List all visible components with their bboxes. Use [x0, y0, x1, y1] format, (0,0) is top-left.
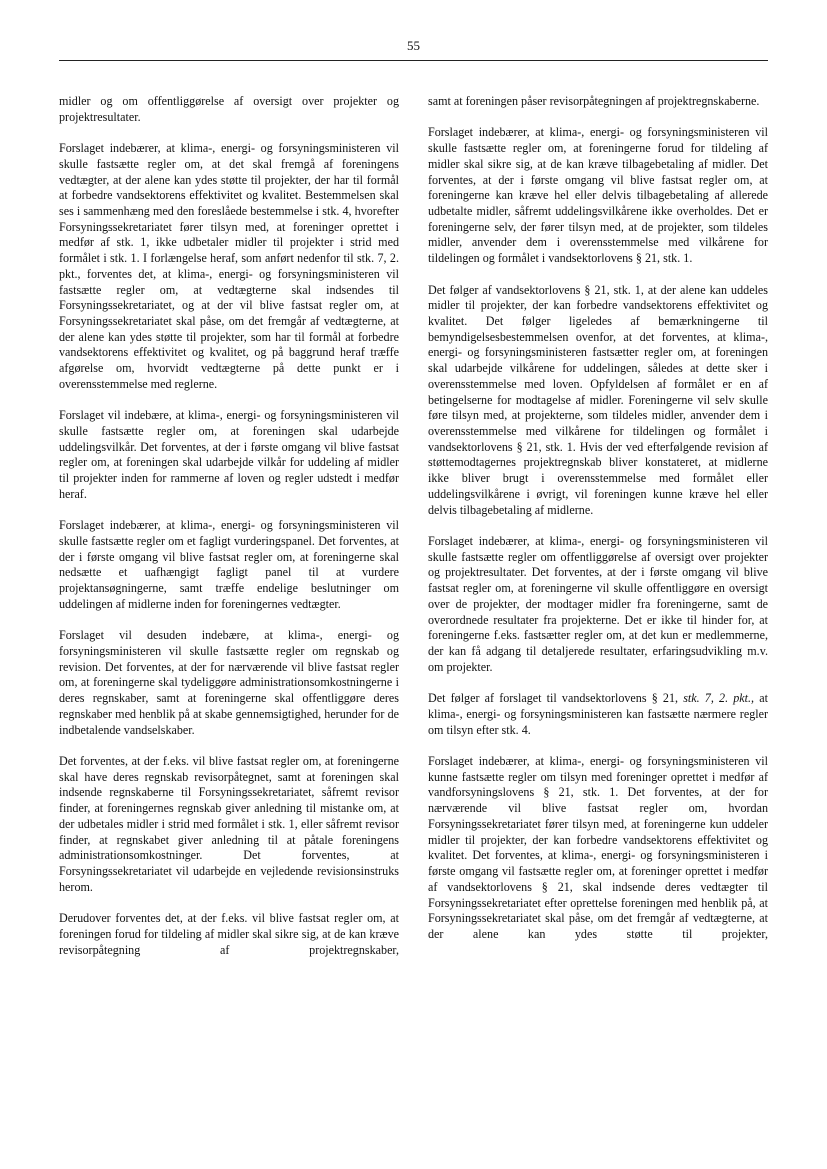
paragraph: samt at foreningen påser revisorpåtegningen af projektregnskaberne.: [428, 94, 760, 108]
paragraph-with-emphasis: [428, 691, 768, 738]
paragraph: Forslaget indebærer, at klima-, energi- og forsyningsministeren vil kunne fastsætte regler om tilsyn med foreninger oprettet i medfør af vandforsyningslovens § 21, stk. 1. Det forventes, at der for nærværende vil blive fastsat regler om, hvordan Forsyningssekretariatet fører tilsyn med, at foreningerne kun uddeler midler til projekter, der kan forbedre vandsektorens effektivitet og kvalitet. Det forventes, at klima-, energi- og forsyningsministeren i første omgang vil fastsætte regler om, at foreninger oprettet i medfør af vandsektorlovens § 21, skal indsende deres vedtægter til Forsyningssekretariatet efter oprettelse foreningen med henblik på, at Forsyningssekretariatet skal påse, om det fremgår af vedtægterne, at der alene kan ydes støtte til projekter,: [428, 754, 768, 941]
paragraph: Forslaget indebærer, at klima-, energi- og forsyningsministeren vil skulle fastsætte regler om, at foreningerne forud for tildeling af midler skal sikre sig, at de kan kræve tilbagebetaling af midler. Det forventes, at der i første omgang vil blive fastsat regler om, at foreningerne kan kræve hel eller delvis tilbagebetaling af allerede udbetalte midler, såfremt uddelingsvilkårene ikke overholdes. Det er foreningerne selv, der fører tilsyn med, at de projekter, som tildeles midler, anvender dem i overensstemmelse med vilkårene for tildelingen og formålet i vandsektorlovens § 21, stk. 1.: [428, 125, 768, 266]
right-column: [428, 94, 768, 943]
italic-reference: stk. 7, 2. pkt.,: [683, 691, 755, 706]
paragraph: midler og om offentliggørelse af oversigt over projekter og projektresultater.: [59, 94, 399, 124]
paragraph: Forslaget indebærer, at klima-, energi- og forsyningsministeren vil skulle fastsætte regler om et fagligt vurderingspanel. Det forventes, at der i første omgang vil blive fastsat regler om, at foreningerne skal nedsætte et uafhængigt fagligt panel til at vurdere projektansøgningerne, samt træffe endelige beslutninger om uddelingen af midlerne inden for foreningernes vedtægter.: [59, 518, 399, 611]
page-number: 55: [407, 38, 420, 53]
paragraph: Derudover forventes det, at der f.eks. vil blive fastsat regler om, at foreningen forud for tildeling af midler skal sikre sig, at de kan kræve revisorpåtegning af projektregnskaber,: [59, 911, 399, 957]
left-column: [59, 94, 399, 958]
paragraph: Forslaget vil desuden indebære, at klima-, energi- og forsyningsministeren vil skulle fastsætte regler om regnskab og revision. Det forventes, at der for nærværende vil blive fastsat regler om, at foreningerne skal tydeliggøre administrationsomkostningerne i deres regnskaber, samt at foreningerne skal offentliggøre deres regnskaber med henblik på at skabe gennemsigtighed, herunder for de indbetalende vandselskaber.: [59, 628, 399, 737]
paragraph: Forslaget indebærer, at klima-, energi- og forsyningsministeren vil skulle fastsætte regler om offentliggørelse af oversigt over projekter og projektresultater. Det forventes, at der i første omgang vil blive fastsat regler om, at foreningerne vil skulle offentliggøre en oversigt over de projekter, der modtager midler fra foreningerne, samt de overordnede resultater fra projekterne. Det er ikke til hinder for, at foreningerne f.eks. fastsætter regler om, at det kun er medlemmerne, der kan få adgang til detaljerede resultater, erfaringsudvikling m.v. om projekter.: [428, 534, 768, 674]
paragraph: Det følger af vandsektorlovens § 21, stk. 1, at der alene kan uddeles midler til projekter, der kan forbedre vandsektorens effektivitet og kvalitet. Det følger ligeledes af bemærkningerne til bemyndigelsesbestemmelsen ovenfor, at det forventes, at klima-, energi- og forsyningsministeren fastsætter regler om, at foreningen skal udarbejde vilkårene for uddelingen, således at dette sker i overensstemmelse med loven. Opfyldelsen af formålet er en af betingelserne for modtagelse af midler. Foreningerne vil selv skulle føre tilsyn med, at projekterne, som tildeles midler, anvender dem i overensstemmelse med vilkårene for tildelingen og formålet i vandsektorlovens § 21, stk. 1. Hvis der ved efterfølgende revision af støttemodtagernes projektregnskab bliver konstateret, at midlerne ikke bliver brugt i overensstemmelse med formålet eller uddelingsvilkårene i øvrigt, vil foreningen kunne kræve hel eller delvis tilbagebetaling af midlerne.: [428, 282, 768, 517]
paragraph: Det forventes, at der f.eks. vil blive fastsat regler om, at foreningerne skal have deres regnskab revisorpåtegnet, samt at foreningen skal indsende regnskaberne til Forsyningssekretariatet, såfremt revisor finder, at foreningernes regnskab giver anledning til mistanke om, at der udbetales midler i strid med formålet i stk. 1, eller såfremt revisor finder, at regnskabet giver anledning til at påtale foreningens administrationsomkostninger. Det forventes, at Forsyningssekretariatet vil udarbejde en vejledende revisionsinstruks herom.: [59, 754, 399, 894]
text-run: Det følger af forslaget til vandsektorlovens § 21,: [428, 691, 684, 706]
paragraph: Forslaget vil indebære, at klima-, energi- og forsyningsministeren vil skulle fastsætte regler om, at foreningen skal udarbejde uddelingsvilkår. Det forventes, at der i første omgang vil blive fastsat regler om, at foreningen skal udarbejde vilkår for uddeling af midler til projekter inden for rammerne af loven og regler udstedt i medfør heraf.: [59, 408, 399, 501]
text-run: at klima-, energi- og forsyningsministeren kan fastsætte nærmere regler om tilsyn efter stk. 4.: [428, 691, 768, 737]
paragraph: Forslaget indebærer, at klima-, energi- og forsyningsministeren vil skulle fastsætte regler om, at det skal fremgå af foreningens vedtægter, at der alene kan ydes støtte til projekter, der har til formål at forbedre vandsektorens effektivitet og kvalitet. Bestemmelsen skal ses i sammenhæng med den foreslåede bestemmelse i stk. 4, hvorefter Forsyningssekretariatet fører tilsyn med, at foreninger oprettet i medfør af stk. 1, ikke udbetaler midler til projekter i strid med formålet i stk. 1. I forlængelse heraf, som anført nedenfor til stk. 7, 2. pkt., forventes det, at klima-, energi- og forsyningsministeren vil fastsætte regler om, at vedtægterne skal indsendes til Forsyningssekretariatet, og at der vil blive fastsat regler om, at Forsyningssekretariatet skal påse, om det fremgår af vedtægterne, at der alene kan ydes støtte til projekter, som har til formål at forbedre vandsektorens effektivitet og kvalitet, og på baggrund heraf træffe afgørelse om, hvorvidt vedtægterne på dette punkt er i overensstemmelse med reglerne.: [59, 141, 399, 391]
header-rule: [59, 60, 768, 61]
